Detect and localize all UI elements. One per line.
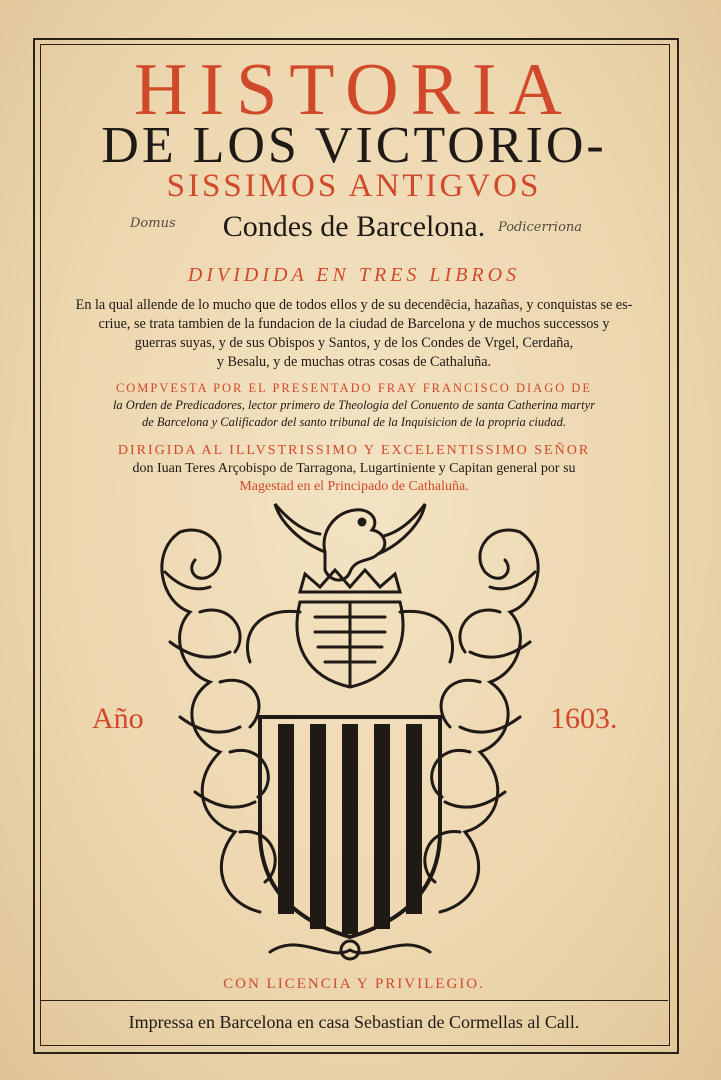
imprint-line: Impressa en Barcelona en casa Sebastian de Cormellas al Call.: [128, 1012, 580, 1032]
author-line-3: de Barcelona y Calificador del santo tribunal de la Inquisicion de la propria ciudad.: [141, 415, 567, 429]
description-line-3: guerras suyas, y de sus Obispos y Santos, y de los Condes de Vrgel, Cerdaña,: [134, 335, 574, 351]
coat-of-arms-woodcut: [140, 492, 560, 978]
dedication-line-2: don Iuan Teres Arçobispo de Tarragona, Lugartiniente y Capitan general por su: [132, 461, 576, 476]
year-label: Año: [92, 702, 144, 735]
division-heading: DIVIDIDA EN TRES LIBROS: [187, 264, 521, 286]
handwritten-note-left: Domus: [130, 216, 176, 231]
description-line-4: y Besalu, y de muchas otras cosas de Cathaluña.: [216, 354, 492, 370]
dedication-line-1: DIRIGIDA AL ILLVSTRISSIMO Y EXCELENTISSIMO SEÑOR: [117, 443, 591, 458]
title-line-victorio: DE LOS VICTORIO-: [101, 117, 607, 174]
dedication-line-3: Magestad en el Principado de Cathaluña.: [239, 479, 469, 494]
title-historia: HISTORIA: [134, 49, 574, 131]
title-line-condes: Condes de Barcelona.: [222, 210, 486, 243]
description-line-2: criue, se trata tambien de la fundacion de la ciudad de Barcelona y de muchos successos y: [98, 316, 610, 332]
author-line-2: la Orden de Predicadores, lector primero de Theologia del Conuento de santa Catherina martyr: [112, 398, 596, 412]
description-line-1: En la qual allende de lo mucho que de todos ellos y de su decendēcia, hazañas, y conquistas se es-: [75, 297, 633, 313]
title-line-antiguos: SISSIMOS ANTIGVOS: [166, 168, 542, 204]
author-line-1: COMPVESTA POR EL PRESENTADO FRAY FRANCISCO DIAGO DE: [115, 381, 593, 395]
license-line: CON LICENCIA Y PRIVILEGIO.: [223, 976, 485, 992]
handwritten-note-right: Podicerriona: [498, 220, 583, 235]
imprint-rule: [40, 1000, 668, 1001]
year-value: 1603.: [550, 702, 618, 735]
